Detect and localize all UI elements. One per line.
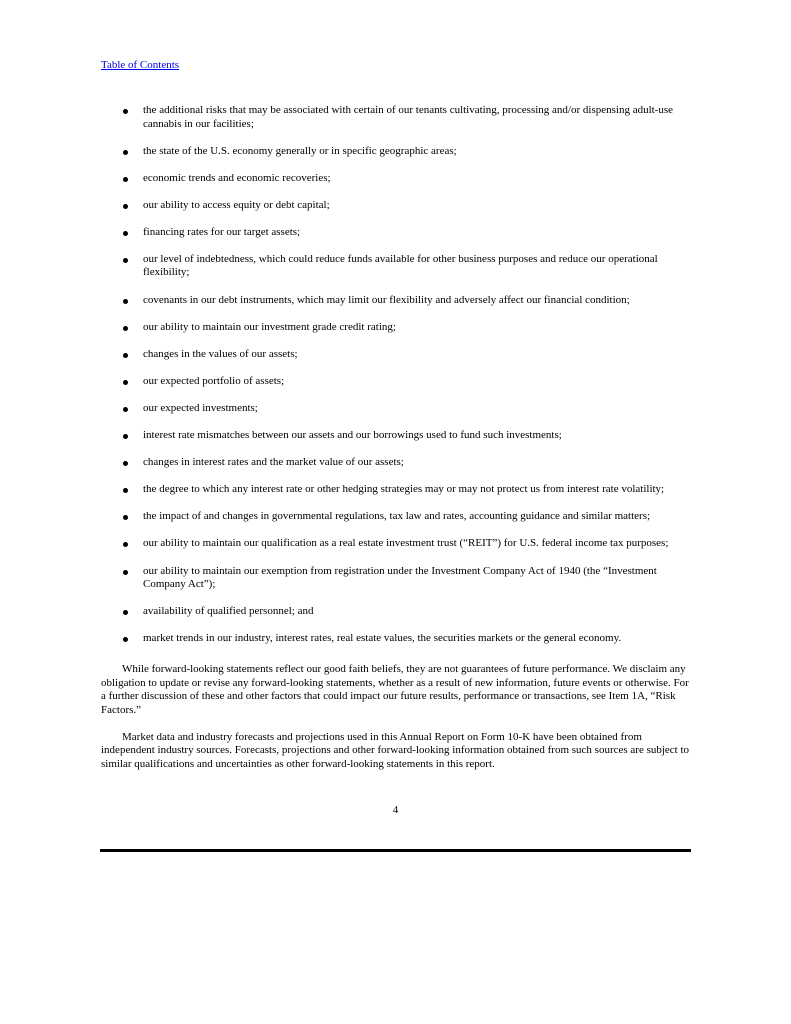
bullet-icon	[123, 542, 128, 547]
bullet-icon	[123, 380, 128, 385]
list-item-text: changes in the values of our assets;	[143, 347, 298, 360]
bullet-icon	[123, 407, 128, 412]
list-item-text: changes in interest rates and the market value of our assets;	[143, 456, 404, 469]
table-of-contents-link[interactable]: Table of Contents	[101, 59, 180, 71]
list-item-text: our ability to maintain our exemption from registration under the Investment Company Act of 1940 (the “Investment Company Act”);	[143, 564, 657, 590]
list-item-text: the degree to which any interest rate or other hedging strategies may or may not protect us from interest rate volatility;	[143, 483, 665, 496]
list-item	[101, 226, 691, 240]
bullet-icon	[123, 177, 128, 182]
bullet-icon	[123, 353, 128, 358]
bullet-icon	[123, 109, 128, 114]
list-item	[101, 429, 691, 443]
list-item-text: market trends in our industry, interest rates, real estate values, the securities markets or the general economy.	[143, 632, 622, 645]
list-item	[101, 456, 691, 470]
list-item-text: the state of the U.S. economy generally or in specific geographic areas;	[143, 144, 457, 157]
list-item	[101, 104, 691, 131]
list-item	[101, 565, 691, 592]
list-item	[101, 294, 691, 308]
list-item-text: covenants in our debt instruments, which may limit our flexibility and adversely affect our financial condition;	[143, 293, 630, 306]
list-item-text: our ability to maintain our investment grade credit rating;	[143, 320, 396, 333]
list-item-text: our ability to maintain our qualification as a real estate investment trust (“REIT”) for U.S. federal income tax purposes;	[143, 537, 669, 550]
list-item-text: our expected investments;	[143, 401, 258, 414]
list-item	[101, 605, 691, 619]
list-item-text: economic trends and economic recoveries;	[143, 171, 331, 184]
bullet-icon	[123, 326, 128, 331]
list-item	[101, 402, 691, 416]
bullet-icon	[123, 610, 128, 615]
list-item	[101, 321, 691, 335]
list-item-text: our expected portfolio of assets;	[143, 374, 285, 387]
list-item	[101, 375, 691, 389]
forward-looking-factors-list	[101, 104, 691, 659]
list-item	[101, 632, 691, 646]
body-text	[101, 663, 691, 785]
bullet-icon	[123, 434, 128, 439]
list-item-text: the additional risks that may be associated with certain of our tenants cultivating, processing and/or dispensing adult-use cannabis in our facilities;	[143, 104, 674, 130]
list-item	[101, 348, 691, 362]
bullet-icon	[123, 150, 128, 155]
list-item-text: availability of qualified personnel; and	[143, 605, 314, 618]
bullet-icon	[123, 231, 128, 236]
page-number: 4	[392, 804, 399, 816]
bullet-icon	[123, 637, 128, 642]
list-item	[101, 510, 691, 524]
bullet-icon	[123, 299, 128, 304]
list-item-text: the impact of and changes in governmental regulations, tax law and rates, accounting guidance and similar matters;	[143, 510, 651, 523]
page-divider	[100, 849, 691, 852]
bullet-icon	[123, 488, 128, 493]
list-item	[101, 253, 691, 280]
bullet-icon	[123, 461, 128, 466]
bullet-icon	[123, 515, 128, 520]
list-item	[101, 172, 691, 186]
disclaimer-paragraph: While forward-looking statements reflect our good faith beliefs, they are not guarantees of future performance. We disclaim any obligation to update or revise any forward-looking statements, whether as a result of new information, future events or otherwise. For a further discussion of these and other factors that could impact our future results, performance or transactions, see Item 1A, “Risk Factors.”	[101, 663, 689, 716]
bullet-icon	[123, 570, 128, 575]
list-item	[101, 537, 691, 551]
list-item-text: interest rate mismatches between our assets and our borrowings used to fund such investments;	[143, 429, 562, 442]
bullet-icon	[123, 258, 128, 263]
list-item-text: our ability to access equity or debt capital;	[143, 198, 330, 211]
list-item-text: our level of indebtedness, which could reduce funds available for other business purposes and reduce our operational flexibility;	[143, 252, 658, 279]
list-item-text: financing rates for our target assets;	[143, 225, 301, 238]
market-data-paragraph: Market data and industry forecasts and projections used in this Annual Report on Form 10-K have been obtained from independent industry sources. Forecasts, projections and other forward-looking information obtained from such sources are subject to similar qualifications and uncertainties as other forward-looking statements in this report.	[101, 730, 690, 771]
list-item	[101, 483, 691, 497]
list-item	[101, 199, 691, 213]
list-item	[101, 145, 691, 159]
bullet-icon	[123, 204, 128, 209]
